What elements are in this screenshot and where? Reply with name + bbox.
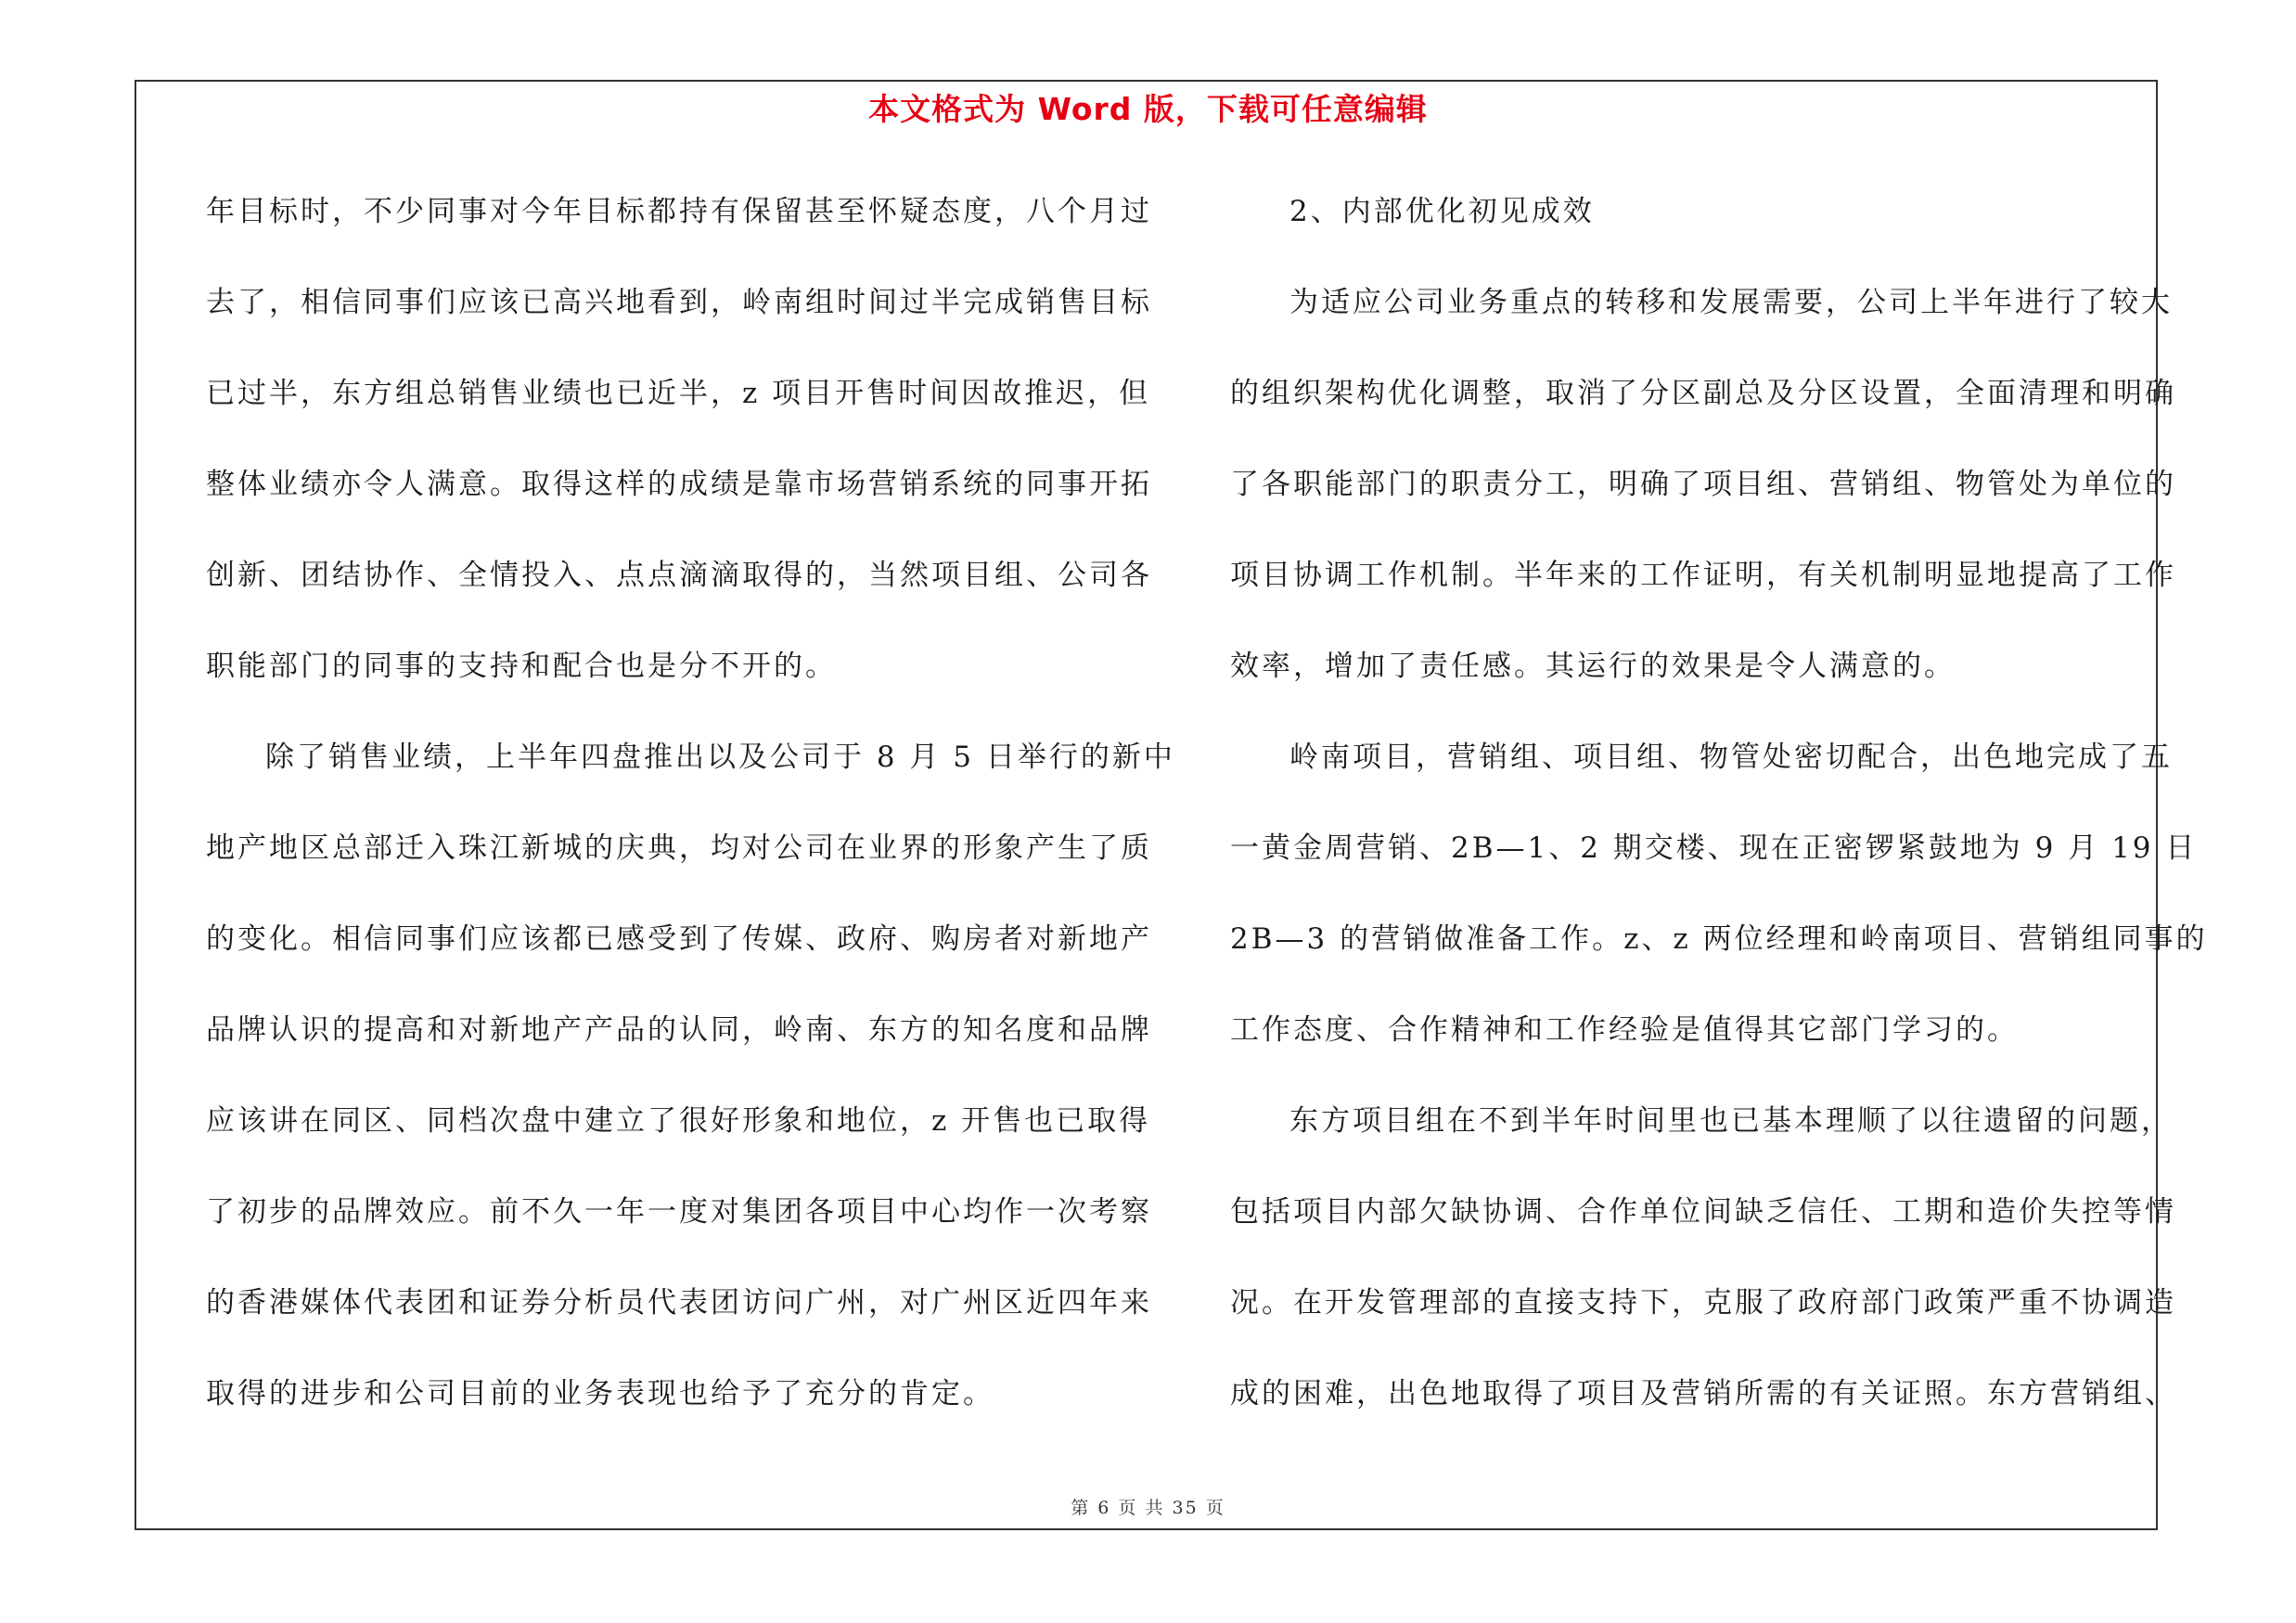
text-line: 年目标时，不少同事对今年目标都持有保留甚至怀疑态度，八个月过 <box>206 195 1152 228</box>
text-line: 况。在开发管理部的直接支持下，克服了政府部门政策严重不协调造 <box>1230 1286 2176 1320</box>
text-line: 品牌认识的提高和对新地产产品的认同，岭南、东方的知名度和品牌 <box>206 1013 1152 1047</box>
text-line: 已过半，东方组总销售业绩也已近半，z 项目开售时间因故推迟，但 <box>206 377 1151 410</box>
text-line: 地产地区总部迁入珠江新城的庆典，均对公司在业界的形象产生了质 <box>206 831 1152 865</box>
text-line: 去了，相信同事们应该已高兴地看到，岭南组时间过半完成销售目标 <box>206 286 1152 319</box>
editable-notice-banner: 本文格式为 Word 版，下载可任意编辑 <box>868 91 1428 127</box>
left-text-column <box>206 182 1175 1455</box>
text-line: 的变化。相信同事们应该都已感受到了传媒、政府、购房者对新地产 <box>206 922 1152 956</box>
right-text-column <box>1230 182 2208 1455</box>
paragraph-first-line: 岭南项目，营销组、项目组、物管处密切配合，出色地完成了五 <box>1289 741 2173 774</box>
page-number: 第 6 页 共 35 页 <box>1071 1498 1225 1518</box>
text-line: 职能部门的同事的支持和配合也是分不开的。 <box>206 650 837 683</box>
text-line: 效率，增加了责任感。其运行的效果是令人满意的。 <box>1230 650 1956 683</box>
text-line: 整体业绩亦令人满意。取得这样的成绩是靠市场营销系统的同事开拓 <box>206 468 1152 501</box>
text-line: 包括项目内部欠缺协调、合作单位间缺乏信任、工期和造价失控等情 <box>1230 1195 2176 1229</box>
text-line: 的组织架构优化调整，取消了分区副总及分区设置，全面清理和明确 <box>1230 377 2176 410</box>
text-line: 的香港媒体代表团和证券分析员代表团访问广州，对广州区近四年来 <box>206 1286 1152 1320</box>
text-line: 一黄金周营销、2B—1、2 期交楼、现在正密锣紧鼓地为 9 月 19 日 <box>1230 831 2198 865</box>
text-line: 了初步的品牌效应。前不久一年一度对集团各项目中心均作一次考察 <box>206 1195 1152 1229</box>
text-line: 成的困难，出色地取得了项目及营销所需的有关证照。东方营销组、 <box>1230 1377 2176 1410</box>
text-line: 应该讲在同区、同档次盘中建立了很好形象和地位，z 开售也已取得 <box>206 1104 1151 1138</box>
text-line: 取得的进步和公司目前的业务表现也给予了充分的肯定。 <box>206 1377 994 1410</box>
paragraph-first-line: 除了销售业绩，上半年四盘推出以及公司于 8 月 5 日举行的新中 <box>265 741 1175 774</box>
paragraph-first-line: 为适应公司业务重点的转移和发展需要，公司上半年进行了较大 <box>1289 286 2173 319</box>
section-heading: 2、内部优化初见成效 <box>1289 195 1595 228</box>
text-line: 了各职能部门的职责分工，明确了项目组、营销组、物管处为单位的 <box>1230 468 2176 501</box>
text-line: 项目协调工作机制。半年来的工作证明，有关机制明显地提高了工作 <box>1230 559 2176 592</box>
paragraph-first-line: 东方项目组在不到半年时间里也已基本理顺了以往遗留的问题， <box>1289 1104 2173 1138</box>
text-line: 2B—3 的营销做准备工作。z、z 两位经理和岭南项目、营销组同事的 <box>1230 922 2208 956</box>
text-line: 工作态度、合作精神和工作经验是值得其它部门学习的。 <box>1230 1013 2019 1047</box>
text-line: 创新、团结协作、全情投入、点点滴滴取得的，当然项目组、公司各 <box>206 559 1152 592</box>
